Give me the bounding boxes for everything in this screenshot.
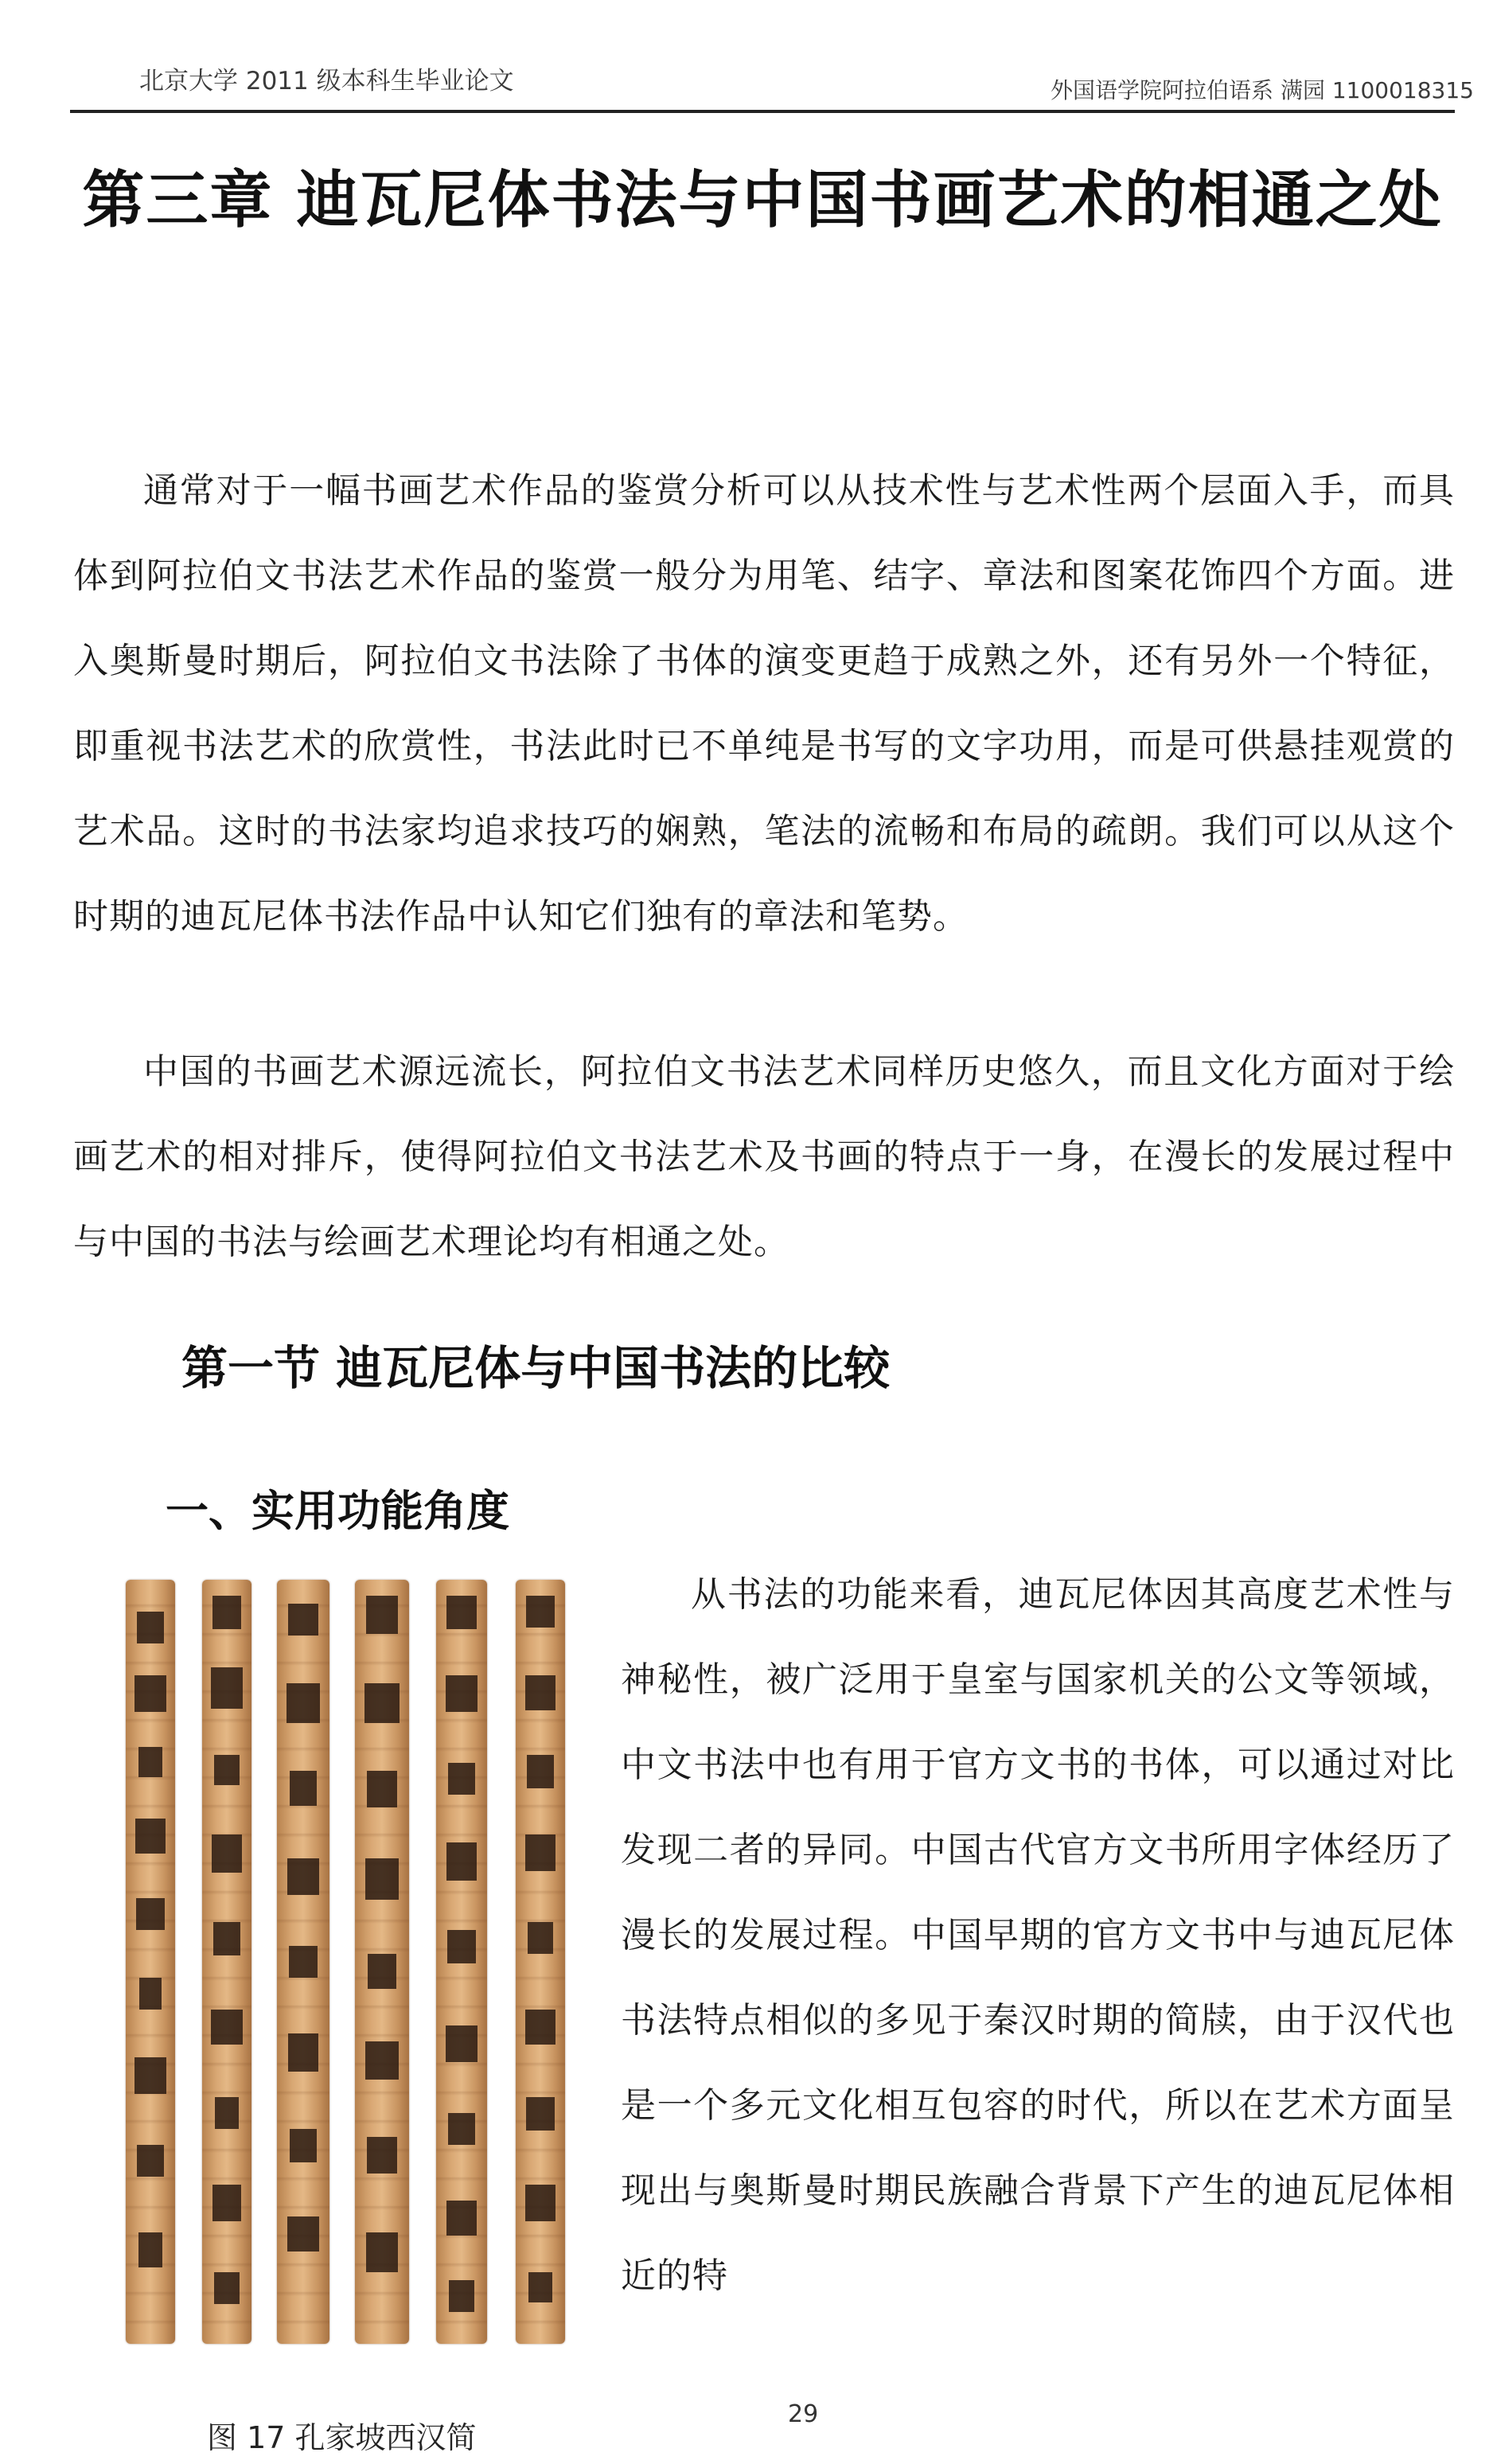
body-paragraph-2: 中国的书画艺术源远流长，阿拉伯文书法艺术同样历史悠久，而且文化方面对于绘画艺术的相对排斥，使得阿拉伯文书法艺术及书画的特点于一身，在漫长的发展过程中与中国的书法与绘画艺术理论均有相通之处。 xyxy=(73,1051,1455,1262)
bamboo-slip xyxy=(277,1580,329,2344)
bamboo-slip xyxy=(126,1580,175,2344)
bamboo-slip xyxy=(436,1580,487,2344)
header-right: 外国语学院阿拉伯语系 满园 1100018315 xyxy=(1051,77,1474,103)
body-paragraph-1: 通常对于一幅书画艺术作品的鉴赏分析可以从技术性与艺术性两个层面入手，而具体到阿拉伯文书法艺术作品的鉴赏一般分为用笔、结字、章法和图案花饰四个方面。进入奥斯曼时期后，阿拉伯文书法除了书体的演变更趋于成熟之外，还有另外一个特征，即重视书法艺术的欣赏性，书法此时已不单纯是书写的文字功用，而是可供悬挂观赏的艺术品。这时的书法家均追求技巧的娴熟，笔法的流畅和布局的疏朗。我们可以从这个时期的迪瓦尼体书法作品中认知它们独有的章法和笔势。 xyxy=(73,470,1455,937)
bamboo-slip xyxy=(202,1580,251,2344)
header-divider xyxy=(70,110,1455,113)
bamboo-slip xyxy=(355,1580,409,2344)
figure-caption: 图 17 孔家坡西汉简 xyxy=(207,2420,477,2455)
bamboo-slip xyxy=(516,1580,565,2344)
page-number: 29 xyxy=(788,2400,819,2428)
header-left: 北京大学 2011 级本科生毕业论文 xyxy=(139,67,514,96)
subsection-title: 一、实用功能角度 xyxy=(166,1486,509,1536)
side-paragraph: 从书法的功能来看，迪瓦尼体因其高度艺术性与神秘性，被广泛用于皇室与国家机关的公文等领域，中文书法中也有用于官方文书的书体，可以通过对比发现二者的异同。中国古代官方文书所用字体经历了漫长的发展过程。中国早期的官方文书中与迪瓦尼体书法特点相似的多见于秦汉时期的简牍，由于汉代也是一个多元文化相互包容的时代，所以在艺术方面呈现出与奥斯曼时期民族融合背景下产生的迪瓦尼体相近的特 xyxy=(621,1574,1455,2296)
chapter-title: 第三章 迪瓦尼体书法与中国书画艺术的相通之处 xyxy=(82,165,1443,236)
bamboo-slips-image xyxy=(119,1580,589,2344)
section-title: 第一节 迪瓦尼体与中国书法的比较 xyxy=(181,1341,891,1395)
